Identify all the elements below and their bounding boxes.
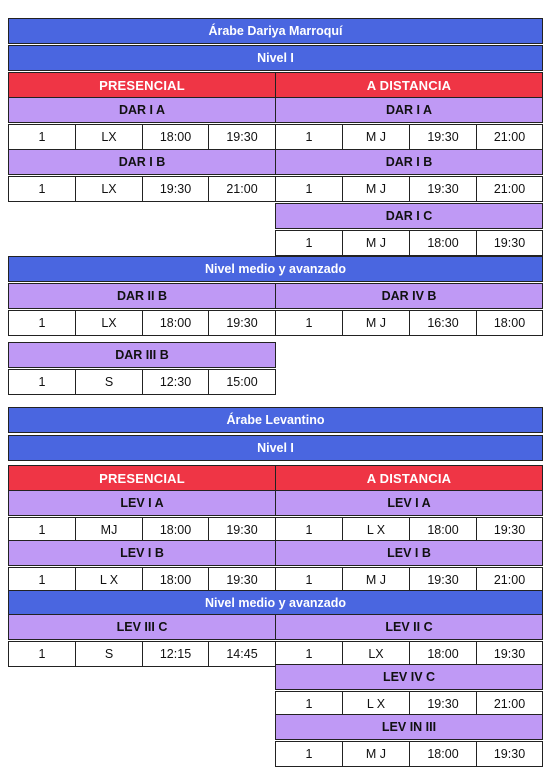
cell-end-time: 19:30: [208, 517, 276, 543]
cell-sessions: 1: [8, 369, 76, 395]
level-header: Nivel I: [8, 45, 543, 71]
mode-distancia: A DISTANCIA: [275, 465, 543, 491]
cell-start-time: 12:30: [142, 369, 209, 395]
cell-days: LX: [75, 310, 143, 336]
cell-sessions: 1: [275, 176, 343, 202]
cell-start-time: 18:00: [142, 567, 209, 593]
cell-start-time: 19:30: [409, 124, 477, 150]
cell-start-time: 18:00: [409, 641, 477, 667]
cell-start-time: 12:15: [142, 641, 209, 667]
cell-sessions: 1: [275, 230, 343, 256]
group-header-dar-i-a-dist: DAR I A: [275, 97, 543, 123]
cell-days: S: [75, 641, 143, 667]
cell-start-time: 19:30: [409, 691, 477, 717]
level-header: Nivel I: [8, 435, 543, 461]
cell-end-time: 18:00: [476, 310, 543, 336]
cell-sessions: 1: [8, 517, 76, 543]
cell-sessions: 1: [275, 691, 343, 717]
cell-days: LX: [342, 641, 410, 667]
cell-sessions: 1: [275, 124, 343, 150]
cell-sessions: 1: [275, 517, 343, 543]
cell-end-time: 19:30: [208, 124, 276, 150]
cell-start-time: 18:00: [142, 124, 209, 150]
cell-end-time: 21:00: [476, 567, 543, 593]
cell-sessions: 1: [275, 310, 343, 336]
group-header-dar-iv-b-dist: DAR IV B: [275, 283, 543, 309]
level-header: Nivel medio y avanzado: [8, 256, 543, 282]
cell-start-time: 19:30: [409, 176, 477, 202]
cell-end-time: 21:00: [476, 124, 543, 150]
cell-end-time: 21:00: [476, 691, 543, 717]
cell-end-time: 15:00: [208, 369, 276, 395]
cell-end-time: 19:30: [208, 567, 276, 593]
group-header-lev-in-iii-dist: LEV IN III: [275, 714, 543, 740]
group-header-lev-iv-c-dist: LEV IV C: [275, 664, 543, 690]
cell-start-time: 18:00: [409, 741, 477, 767]
cell-sessions: 1: [8, 567, 76, 593]
cell-start-time: 16:30: [409, 310, 477, 336]
section-title: Árabe Levantino: [8, 407, 543, 433]
cell-end-time: 19:30: [208, 310, 276, 336]
cell-days: L X: [342, 691, 410, 717]
cell-sessions: 1: [8, 124, 76, 150]
cell-end-time: 19:30: [476, 230, 543, 256]
cell-start-time: 18:00: [409, 230, 477, 256]
cell-days: L X: [75, 567, 143, 593]
cell-days: MJ: [75, 517, 143, 543]
cell-end-time: 21:00: [476, 176, 543, 202]
section-title: Árabe Dariya Marroquí: [8, 18, 543, 44]
cell-sessions: 1: [275, 567, 343, 593]
group-header-dar-i-c-dist: DAR I C: [275, 203, 543, 229]
cell-sessions: 1: [275, 641, 343, 667]
cell-sessions: 1: [275, 741, 343, 767]
cell-days: M J: [342, 567, 410, 593]
mode-presencial: PRESENCIAL: [8, 72, 276, 98]
cell-days: L X: [342, 517, 410, 543]
group-header-lev-ii-c-dist: LEV II C: [275, 614, 543, 640]
cell-end-time: 19:30: [476, 641, 543, 667]
cell-days: M J: [342, 741, 410, 767]
group-header-dar-i-b: DAR I B: [8, 149, 276, 175]
group-header-lev-i-b-dist: LEV I B: [275, 540, 543, 566]
mode-presencial: PRESENCIAL: [8, 465, 276, 491]
cell-sessions: 1: [8, 641, 76, 667]
cell-sessions: 1: [8, 176, 76, 202]
group-header-dar-i-a: DAR I A: [8, 97, 276, 123]
cell-end-time: 21:00: [208, 176, 276, 202]
cell-end-time: 19:30: [476, 517, 543, 543]
cell-end-time: 14:45: [208, 641, 276, 667]
group-header-lev-i-a-dist: LEV I A: [275, 490, 543, 516]
cell-days: LX: [75, 176, 143, 202]
group-header-dar-ii-b: DAR II B: [8, 283, 276, 309]
cell-sessions: 1: [8, 310, 76, 336]
cell-days: M J: [342, 230, 410, 256]
cell-days: M J: [342, 176, 410, 202]
cell-start-time: 18:00: [142, 517, 209, 543]
group-header-lev-i-a: LEV I A: [8, 490, 276, 516]
cell-end-time: 19:30: [476, 741, 543, 767]
group-header-lev-i-b: LEV I B: [8, 540, 276, 566]
mode-distancia: A DISTANCIA: [275, 72, 543, 98]
cell-start-time: 19:30: [409, 567, 477, 593]
cell-start-time: 18:00: [142, 310, 209, 336]
cell-days: M J: [342, 310, 410, 336]
cell-start-time: 19:30: [142, 176, 209, 202]
cell-days: M J: [342, 124, 410, 150]
group-header-lev-iii-c: LEV III C: [8, 614, 276, 640]
cell-start-time: 18:00: [409, 517, 477, 543]
group-header-dar-iii-b: DAR III B: [8, 342, 276, 368]
cell-days: LX: [75, 124, 143, 150]
group-header-dar-i-b-dist: DAR I B: [275, 149, 543, 175]
level-header: Nivel medio y avanzado: [8, 590, 543, 616]
cell-days: S: [75, 369, 143, 395]
